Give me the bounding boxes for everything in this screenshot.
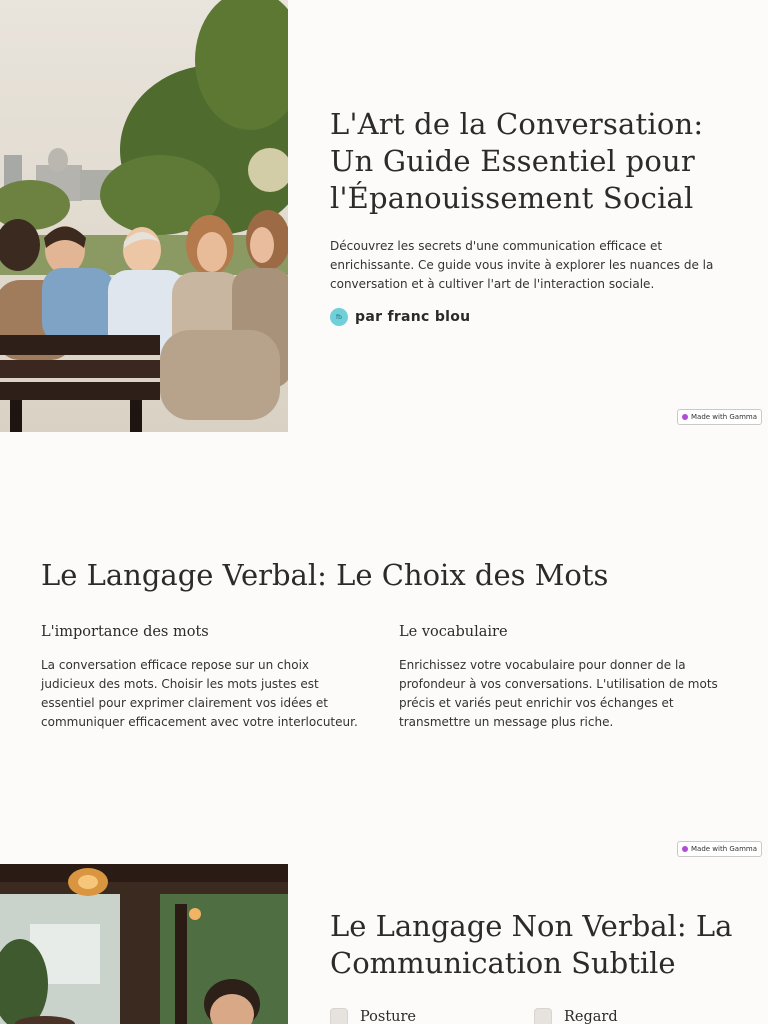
column-heading: Le vocabulaire	[399, 624, 508, 640]
checklist-label: Posture	[360, 1009, 417, 1024]
gamma-logo-icon	[682, 414, 688, 420]
column-text: Enrichissez votre vocabulaire pour donner de la profondeur à vos conversations. L'utilisation de mots précis et variés peut enrichir vos échanges et transmettre un message plus riche.	[399, 658, 718, 729]
gamma-logo-icon	[682, 846, 688, 852]
slide-nonverbal-language	[0, 864, 768, 1024]
checklist-item-posture[interactable]	[330, 1008, 416, 1024]
hero-photo-group-on-bench	[0, 0, 288, 432]
column-vocabulary	[399, 622, 719, 732]
checklist-label: Regard	[564, 1009, 618, 1024]
avatar: fb	[330, 308, 348, 326]
checkbox-icon[interactable]	[534, 1008, 552, 1024]
badge-label: Made with Gamma	[690, 845, 758, 853]
page-title: L'Art de la Conversation: Un Guide Essentiel pour l'Épanouissement Social	[330, 107, 704, 215]
made-with-gamma-badge[interactable]	[677, 409, 762, 425]
checklist-item-gaze[interactable]	[534, 1008, 618, 1024]
checkbox-icon[interactable]	[330, 1008, 348, 1024]
made-with-gamma-badge[interactable]	[677, 841, 762, 857]
column-importance	[41, 622, 361, 732]
section-title: Le Langage Verbal: Le Choix des Mots	[41, 558, 609, 592]
column-heading: L'importance des mots	[41, 624, 209, 640]
section-title: Le Langage Non Verbal: La Communication Subtile	[330, 909, 733, 980]
intro-text: Découvrez les secrets d'une communication efficace et enrichissante. Ce guide vous invite à explorer les nuances de la conversation et à cultiver l'art de l'interaction sociale.	[330, 239, 714, 291]
slide-title	[0, 0, 768, 432]
author-name: par franc blou	[355, 309, 471, 325]
column-text: La conversation efficace repose sur un choix judicieux des mots. Choisir les mots justes est essentiel pour exprimer clairement vos idées et communiquer efficacement avec votre interlocuteur.	[41, 658, 358, 729]
slide-verbal-language	[0, 432, 768, 864]
badge-label: Made with Gamma	[690, 413, 758, 421]
cafe-photo	[0, 864, 288, 1024]
author-byline[interactable]	[330, 307, 470, 327]
